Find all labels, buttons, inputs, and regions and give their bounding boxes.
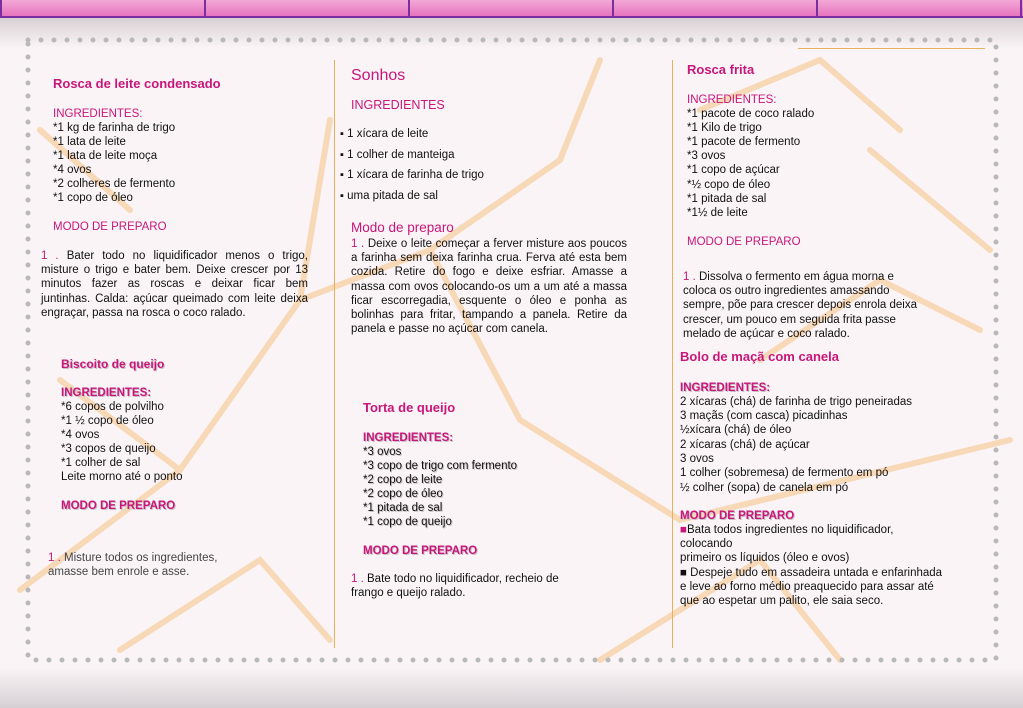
method-step-1 (683, 270, 917, 341)
ingredients-label: INGREDIENTES: (687, 94, 777, 106)
ingredient-item: 2 xícaras (chá) de farinha de trigo peneiradas (680, 396, 913, 408)
ingredient-item: *6 copos de polvilho (61, 401, 164, 413)
bullet-icon: ▪ (340, 128, 344, 140)
method-label: MODO DE PREPARO (363, 545, 478, 557)
recipe-title-torta-queijo: Torta de queijo (363, 400, 456, 415)
ingredient-item: *1½ de leite (687, 207, 748, 219)
method-label: MODO DE PREPARO (61, 500, 176, 512)
ingredient-item: 3 ovos (680, 453, 714, 465)
step-text: Deixe o leite começar a ferver misture aos poucos a farinha sem deixa farinha crua. Ferva até esta bem cozida. Retire do fogo e deixe esfriar. Amasse a massa com ovos colocando-os um a um até a massa ficar escorregadia, esquente o óleo e ponha as bolinhas para fritar, tampando a panela. Retire da panela e passe no açúcar com canela. (351, 238, 627, 336)
ingredients-label: INGREDIENTES (351, 98, 445, 112)
ingredient-item (340, 189, 438, 203)
step-number: 1 . (683, 271, 696, 283)
ingredient-item: *3 ovos (363, 446, 402, 458)
ingredient-item: *1 copo de queijo (363, 516, 452, 528)
bullet-icon: ▪ (340, 149, 344, 161)
column-divider-right (672, 60, 673, 648)
ingredient-item: *1 colher de sal (61, 457, 141, 469)
step-text: Dissolva o fermento em água morna e coloca os outro ingredientes amassando sempre, põe para crescer depois enrola deixa crescer, um pouco em seguida frita passe melado de açúcar e coco ralado. (683, 271, 917, 340)
ingredient-item: *2 colheres de fermento (53, 178, 176, 190)
recipe-title-bolo-maca: Bolo de maçã com canela (680, 349, 839, 364)
ingredients-label: INGREDIENTES: (363, 432, 454, 444)
recipe-title-rosca-leite: Rosca de leite condensado (53, 76, 221, 91)
ingredient-item: ½xícara (chá) de óleo (680, 424, 792, 436)
ingredient-item (340, 148, 455, 162)
ingredient-item: *1 lata de leite (53, 136, 126, 148)
recipe-title-sonhos: Sonhos (351, 67, 406, 84)
ingredient-item: *2 copo de leite (363, 474, 443, 486)
method-label: Modo de preparo (351, 220, 454, 235)
ingredients-label: INGREDIENTES: (680, 382, 771, 394)
top-right-rule (798, 48, 985, 49)
method-step-1 (48, 551, 217, 579)
method-step-1 (680, 523, 893, 537)
ingredient-item: ½ colher (sopa) de canela em pó (680, 482, 849, 494)
ingredient-item (340, 127, 428, 141)
ingredient-item (340, 168, 484, 182)
ingredient-item: *4 ovos (61, 429, 100, 441)
ingredient-item: Leite morno até o ponto (61, 471, 183, 483)
step-text: Misture todos os ingredientes, amasse bem enrole e asse. (48, 552, 218, 579)
ingredient-item: 1 colher (sobremesa) de fermento em pó (680, 467, 889, 479)
step-text: Bata todos ingredientes no liquidificador, (686, 524, 894, 536)
method-step-1 (351, 572, 559, 600)
ingredient-item: *1 pacote de coco ralado (687, 108, 815, 120)
step-number: 1 . (351, 573, 364, 585)
method-step-1 (351, 237, 627, 336)
recipe-title-rosca-frita: Rosca frita (687, 62, 755, 77)
step-text: Bate todo no liquidificador, recheio de frango e queijo ralado. (351, 573, 559, 600)
ingredient-item: *½ copo de óleo (687, 179, 771, 191)
ingredients-label: INGREDIENTES: (53, 108, 143, 120)
pink-bullet-icon: ■ (680, 524, 687, 536)
ingredient-item: *1 kg de farinha de trigo (53, 122, 176, 134)
ingredient-item: *1 pacote de fermento (687, 136, 801, 148)
bullet-icon: ▪ (340, 169, 344, 181)
ingredient-text: uma pitada de sal (347, 190, 438, 202)
method-step-1 (41, 249, 308, 320)
ingredient-item: *3 copos de queijo (61, 443, 156, 455)
step-number: 1 . (41, 250, 59, 262)
ingredient-item: 2 xícaras (chá) de açúcar (680, 439, 810, 451)
step-number: 1 . (351, 238, 365, 250)
ingredient-item: *4 ovos (53, 164, 92, 176)
ingredient-text: 1 xícara de farinha de trigo (347, 169, 484, 181)
step-text: Despeje tudo em assadeira untada e enfarinhada e leve ao forno médio preaquecido para assar até que ao espetar um palito, ele saia seco. (680, 567, 943, 608)
method-step-1-cont: colocando primeiro os líquidos (óleo e ovos) (680, 538, 850, 565)
ingredients-label: INGREDIENTES: (61, 387, 152, 399)
ingredient-item: *1 copo de óleo (53, 192, 133, 204)
ingredient-item: *1 pitada de sal (687, 193, 767, 205)
recipe-title-biscoito: Biscoito de queijo (61, 357, 165, 371)
ingredient-item: *1 Kilo de trigo (687, 122, 762, 134)
step-number: 1 . (48, 552, 61, 564)
ingredient-item: *3 copo de trigo com fermento (363, 460, 518, 472)
ingredient-item: *3 ovos (687, 150, 726, 162)
method-label: MODO DE PREPARO (687, 236, 801, 248)
ingredient-text: 1 colher de manteiga (347, 149, 455, 161)
method-label: MODO DE PREPARO (53, 221, 167, 233)
method-label: MODO DE PREPARO (680, 510, 795, 522)
black-bullet-icon: ■ (680, 567, 687, 579)
ingredient-text: 1 xícara de leite (347, 128, 429, 140)
method-step-2 (680, 566, 942, 609)
column-divider-left (334, 60, 335, 648)
ingredient-item: *1 copo de açúcar (687, 164, 780, 176)
ingredient-item: 3 maçãs (com casca) picadinhas (680, 410, 848, 422)
ingredient-item: *1 lata de leite moça (53, 150, 158, 162)
step-text: Bater todo no liquidificador menos o trigo, misture o trigo e bater bem. Deixe crescer por 13 minutos fazer as roscas e deixar ficar bem juntinhas. Calda: açúcar queimado com leite deixa engraçar, passa na rosca o coco ralado. (41, 250, 308, 319)
ingredient-item: *2 copo de óleo (363, 488, 443, 500)
ingredient-item: *1 ½ copo de óleo (61, 415, 154, 427)
bullet-icon: ▪ (340, 190, 344, 202)
ingredient-item: *1 pitada de sal (363, 502, 443, 514)
